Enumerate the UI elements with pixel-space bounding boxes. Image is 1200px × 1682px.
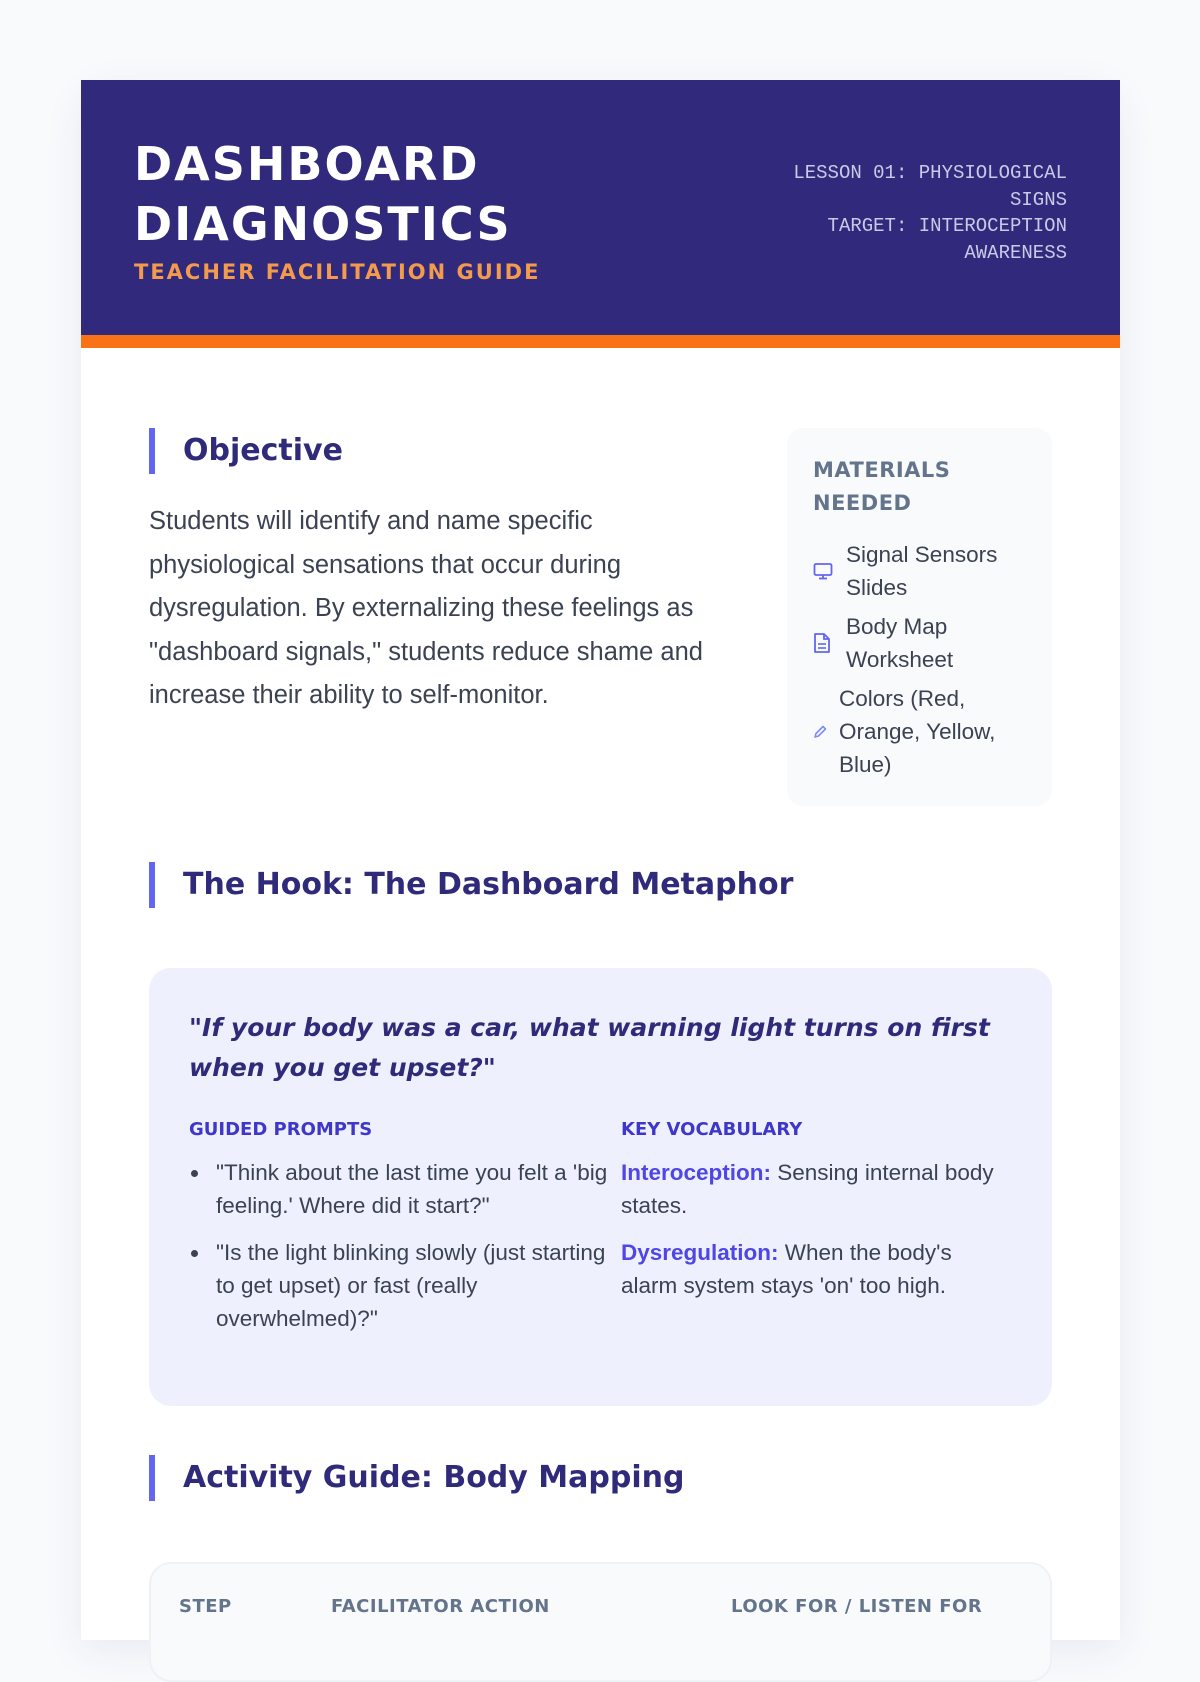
header-banner <box>81 80 1120 348</box>
page-subtitle: TEACHER FACILITATION GUIDE <box>134 260 541 284</box>
objective-text: Students will identify and name specific physiological sensations that occur during dysregulation. By externalizing these feelings as "dashboard signals," students reduce shame and increase their ability to self-monitor. <box>149 507 703 709</box>
vocab-item <box>621 1156 1011 1222</box>
material-label: Colors (Red, Orange, Yellow, Blue) <box>839 686 996 777</box>
activity-table <box>149 1562 1052 1682</box>
material-item <box>813 538 1026 604</box>
meta-line: SIGNS <box>1009 188 1067 211</box>
vocabulary-column <box>621 1118 1011 1349</box>
material-item <box>813 610 1026 676</box>
pencil-icon <box>813 725 833 739</box>
material-label: Body Map Worksheet <box>846 614 954 672</box>
objective-heading: Objective <box>149 428 343 474</box>
vocab-definition: Sensing internal body states. <box>621 1160 994 1218</box>
material-label: Signal Sensors Slides <box>846 542 998 600</box>
table-header-action: FACILITATOR ACTION <box>331 1596 550 1617</box>
meta-line: AWARENESS <box>964 241 1067 264</box>
table-header-step: STEP <box>179 1596 232 1617</box>
materials-panel <box>787 428 1052 806</box>
vocab-term: Dysregulation: <box>621 1240 779 1265</box>
vocab-definition: When the body's alarm system stays 'on' too high. <box>621 1240 952 1298</box>
document-icon <box>813 632 833 654</box>
hook-box <box>149 968 1052 1406</box>
activity-heading: Activity Guide: Body Mapping <box>149 1455 684 1501</box>
vocab-item <box>621 1236 1011 1302</box>
materials-title: MATERIALS NEEDED <box>813 458 951 515</box>
table-header-lookfor: LOOK FOR / LISTEN FOR <box>731 1596 983 1617</box>
prompts-list <box>189 1156 621 1335</box>
guided-prompts-label: GUIDED PROMPTS <box>189 1119 373 1140</box>
hook-heading: The Hook: The Dashboard Metaphor <box>149 862 793 908</box>
vocabulary-label: KEY VOCABULARY <box>621 1119 803 1140</box>
prompt-item: "Is the light blinking slowly (just starting to get upset) or fast (really overwhelmed)?" <box>189 1236 621 1335</box>
title-line-2: DIAGNOSTICS <box>134 197 512 251</box>
lesson-meta <box>737 160 1067 266</box>
guided-prompts-column <box>189 1118 621 1349</box>
meta-line: TARGET: INTEROCEPTION <box>827 215 1067 237</box>
material-item <box>813 682 1026 781</box>
meta-line: LESSON 01: PHYSIOLOGICAL <box>793 162 1067 184</box>
title-line-1: DASHBOARD <box>134 137 480 191</box>
lesson-card <box>81 80 1120 1640</box>
page-title <box>134 134 512 254</box>
monitor-icon <box>813 562 833 580</box>
prompt-item: "Think about the last time you felt a 'big feeling.' Where did it start?" <box>189 1156 621 1222</box>
vocab-term: Interoception: <box>621 1160 771 1185</box>
hook-quote: "If your body was a car, what warning light turns on first when you get upset?" <box>189 1013 990 1082</box>
